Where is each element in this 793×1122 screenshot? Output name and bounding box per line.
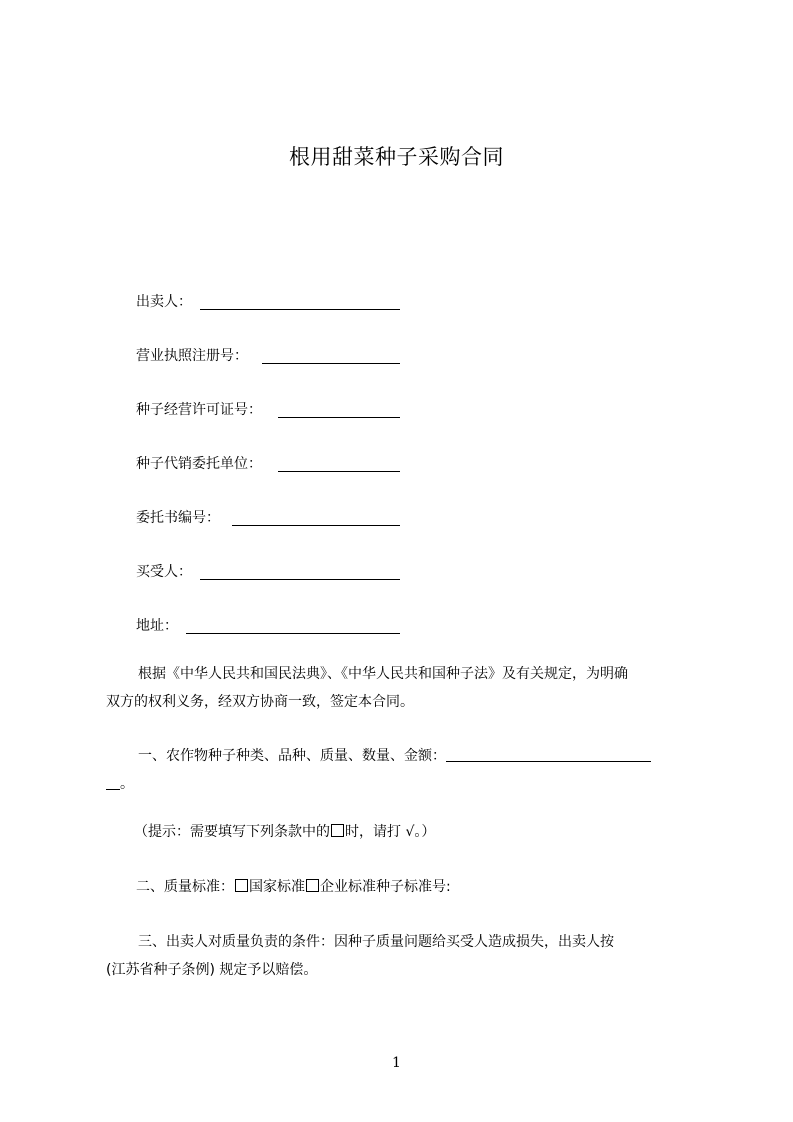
checkbox-icon <box>331 824 344 837</box>
clause-2-prefix: 二、质量标准： <box>136 879 234 895</box>
entrustment-number-blank[interactable] <box>232 525 400 526</box>
seller-label: 出卖人： <box>136 294 192 310</box>
national-standard-checkbox[interactable] <box>235 879 248 892</box>
buyer-label: 买受人： <box>136 564 192 580</box>
clause-1-end: 。 <box>120 776 134 792</box>
seed-permit-field <box>136 400 262 420</box>
entrustment-number-field <box>136 508 220 528</box>
address-blank[interactable] <box>186 633 400 634</box>
business-license-blank[interactable] <box>262 363 400 364</box>
enterprise-standard-label: 企业标准种子标准号: <box>320 879 451 895</box>
address-field <box>136 616 178 636</box>
clause-2-paragraph <box>106 873 700 901</box>
clause-3-line-2: (江苏省种子条例) 规定予以赔偿。 <box>106 962 318 978</box>
clause-1-text: 一、农作物种子种类、品种、质量、数量、金额： <box>138 748 446 764</box>
document-title: 根用甜菜种子采购合同 <box>289 145 504 169</box>
consignment-unit-label: 种子代销委托单位： <box>136 456 262 472</box>
enterprise-standard-checkbox[interactable] <box>306 879 319 892</box>
consignment-unit-blank[interactable] <box>278 471 400 472</box>
page-number: 1 <box>392 1055 401 1071</box>
business-license-field <box>136 346 248 366</box>
preamble-line-1: 根据《中华人民共和国民法典》、《中华人民共和国种子法》及有关规定，为明确 <box>138 666 628 682</box>
clause-1-paragraph <box>106 742 700 798</box>
consignment-unit-field <box>136 454 262 474</box>
clause-1-blank[interactable] <box>446 747 651 762</box>
buyer-blank[interactable] <box>200 579 400 580</box>
address-label: 地址： <box>136 618 178 634</box>
entrustment-number-label: 委托书编号： <box>136 510 220 526</box>
seller-blank[interactable] <box>200 309 400 310</box>
seed-permit-blank[interactable] <box>278 417 400 418</box>
national-standard-label: 国家标准 <box>249 879 305 895</box>
preamble-line-2: 双方的权利义务，经双方协商一致，签定本合同。 <box>106 694 414 710</box>
hint-paragraph <box>106 818 700 846</box>
clause-1-blank-continued[interactable] <box>106 775 120 790</box>
business-license-label: 营业执照注册号： <box>136 348 248 364</box>
seller-field <box>136 292 192 312</box>
clause-3-line-1: 三、出卖人对质量负责的条件：因种子质量问题给买受人造成损失，出卖人按 <box>138 934 614 950</box>
buyer-field <box>136 562 192 582</box>
hint-before: （提示：需要填写下列条款中的 <box>134 824 330 840</box>
preamble-paragraph <box>106 660 700 716</box>
seed-permit-label: 种子经营许可证号： <box>136 402 262 418</box>
clause-3-paragraph <box>106 928 700 984</box>
hint-after: 时，请打 √。） <box>345 824 436 840</box>
